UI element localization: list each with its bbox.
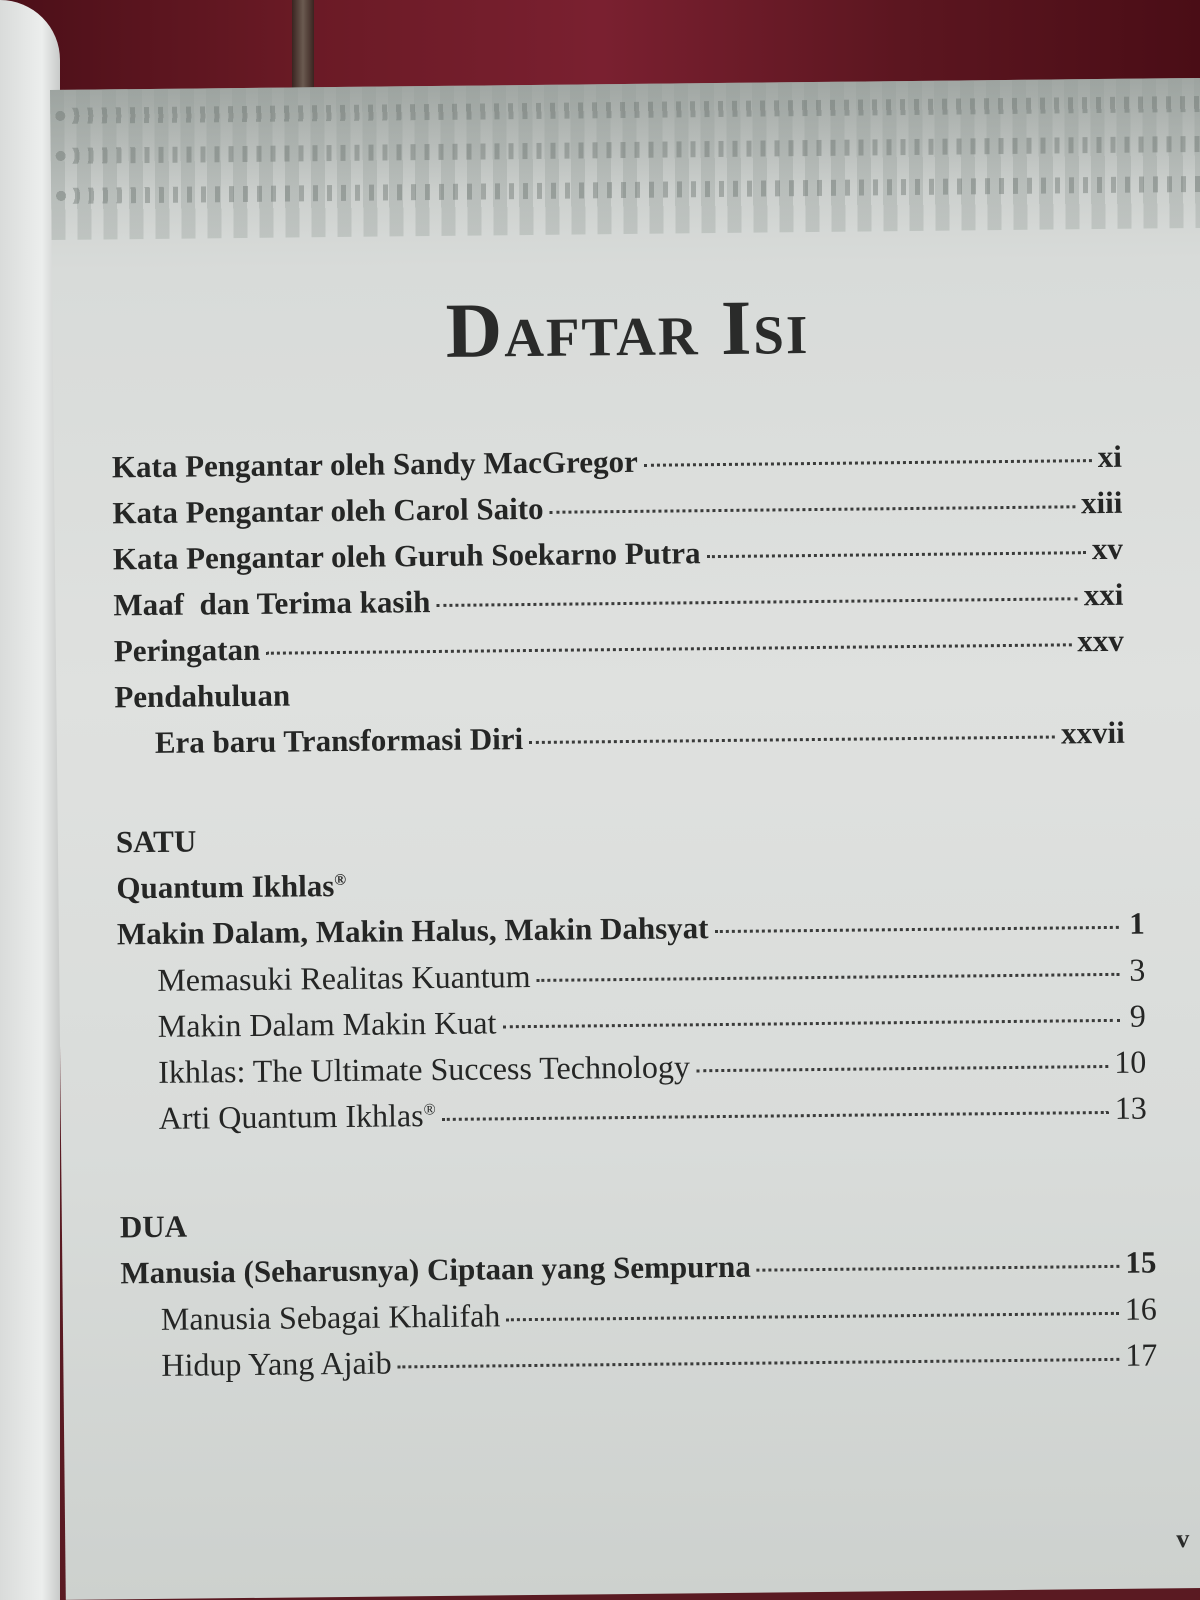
- dot-leader: [398, 1358, 1120, 1369]
- ornament-band-bottom: [51, 176, 1200, 204]
- header-ornament: [50, 78, 1200, 240]
- ornament-band-middle: [51, 136, 1200, 164]
- page-folio: v: [1176, 1524, 1190, 1554]
- toc-entry-page: xv: [1091, 530, 1124, 567]
- chapter-two: [120, 1198, 1158, 1393]
- chapter-number: DUA: [119, 1208, 188, 1245]
- toc-entry: [119, 1090, 1147, 1147]
- dot-leader: [506, 1312, 1119, 1321]
- toc-entry-page: xiii: [1080, 484, 1123, 521]
- dot-leader: [550, 505, 1076, 514]
- page-title: Daftar Isi: [445, 283, 810, 374]
- toc-entry-page: 3: [1129, 951, 1146, 988]
- toc-entry-page: 9: [1129, 997, 1146, 1034]
- chapter-one: [116, 814, 1147, 1147]
- toc-entry-label: Manusia (Seharusnya) Ciptaan yang Sempurna: [120, 1248, 752, 1291]
- toc-entry-label: Maaf dan Terima kasih: [113, 584, 431, 623]
- toc-entry-page: 16: [1124, 1290, 1158, 1327]
- ornament-band-top: [50, 96, 1200, 124]
- toc-entry-label: Manusia Sebagai Khalifah: [160, 1297, 501, 1337]
- intro-heading: Pendahuluan: [114, 677, 291, 715]
- toc-entry-label: [159, 1097, 436, 1137]
- dot-leader: [529, 736, 1055, 745]
- toc-entry-label: Ikhlas: The Ultimate Success Technology: [158, 1048, 691, 1090]
- dot-leader: [442, 1111, 1109, 1121]
- toc-entry-label: Era baru Transformasi Diri: [154, 721, 524, 760]
- toc-entry-page: 15: [1125, 1244, 1157, 1280]
- toc-entry-label: Peringatan: [113, 631, 261, 669]
- toc-entry-page: xxvii: [1060, 714, 1125, 751]
- dot-leader: [537, 973, 1120, 982]
- dot-leader: [696, 1065, 1108, 1072]
- chapter-subtitle-text: Quantum Ikhlas: [116, 868, 335, 906]
- toc-entry-page: xi: [1097, 438, 1123, 475]
- toc-entry-label: Kata Pengantar oleh Guruh Soekarno Putra: [112, 535, 701, 577]
- front-matter-list: [112, 439, 1125, 772]
- toc-entry-page: xxi: [1083, 576, 1124, 613]
- toc-entry-label: Makin Dalam Makin Kuat: [157, 1004, 497, 1044]
- toc-entry-label-text: Arti Quantum Ikhlas: [158, 1097, 424, 1136]
- toc-entry-label: Makin Dalam, Makin Halus, Makin Dahsyat: [116, 910, 709, 952]
- toc-entry-page: 1: [1129, 905, 1145, 941]
- dot-leader: [436, 597, 1077, 607]
- toc-entry-page: 10: [1114, 1043, 1147, 1080]
- dot-leader: [757, 1265, 1120, 1272]
- dot-leader: [266, 643, 1071, 654]
- toc-entry: [121, 1336, 1157, 1393]
- toc-entry-page: 17: [1125, 1336, 1158, 1373]
- dot-leader: [644, 459, 1092, 467]
- registered-mark: ®: [334, 871, 347, 889]
- dot-leader: [502, 1019, 1119, 1028]
- toc-entry-label: Hidup Yang Ajaib: [161, 1344, 392, 1383]
- chapter-number: SATU: [115, 823, 197, 860]
- toc-entry-label: Kata Pengantar oleh Carol Saito: [112, 490, 544, 531]
- toc-entry: [115, 715, 1125, 772]
- toc-entry-page: 13: [1114, 1089, 1147, 1126]
- toc-entry-label: Kata Pengantar oleh Sandy MacGregor: [111, 443, 638, 485]
- dot-leader: [707, 551, 1086, 558]
- registered-mark: ®: [423, 1101, 436, 1119]
- book-page: [50, 78, 1200, 1600]
- toc-entry-page: xxv: [1077, 622, 1125, 659]
- toc-entry-label: Memasuki Realitas Kuantum: [157, 958, 531, 998]
- dot-leader: [715, 926, 1119, 933]
